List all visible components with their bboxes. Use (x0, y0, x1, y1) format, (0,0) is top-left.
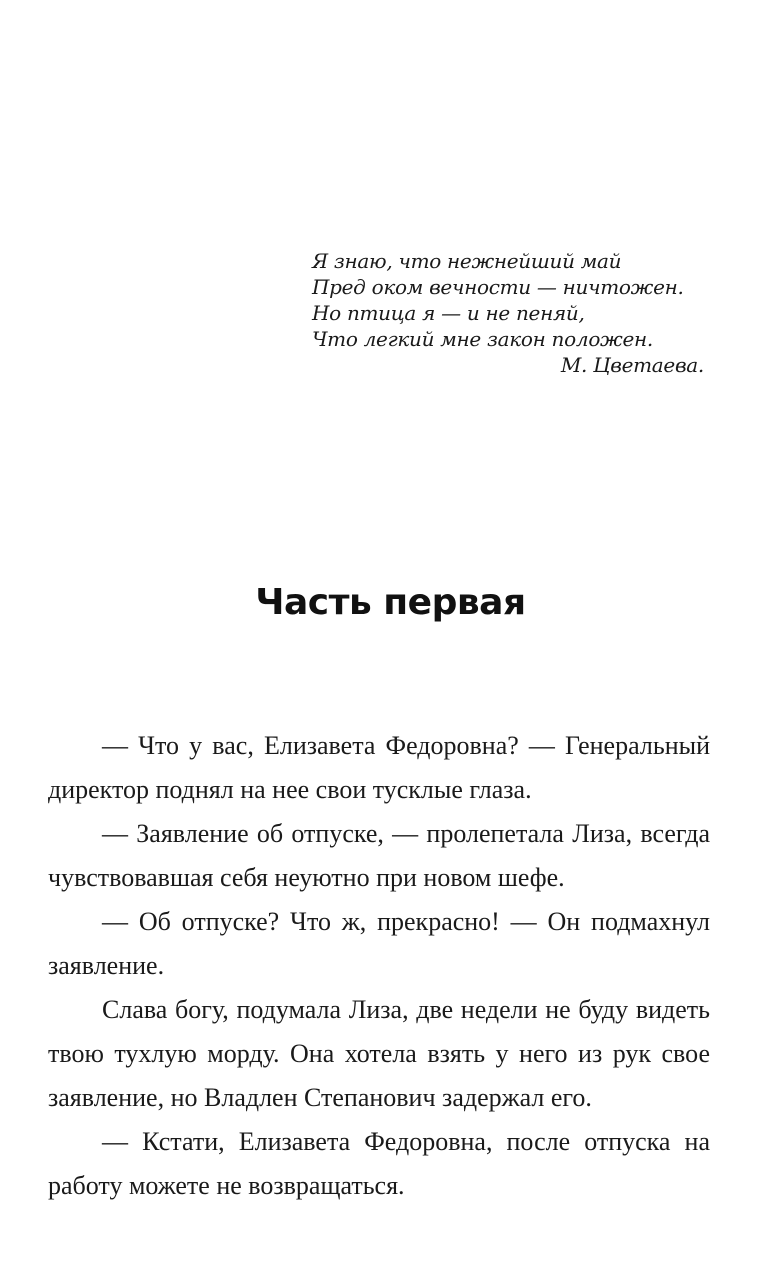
paragraph: — Что у вас, Елизавета Федоровна? — Генеральный директор поднял на нее свои тусклые глаза. (48, 731, 710, 804)
epigraph-line: Я знаю, что нежнейший май (312, 249, 622, 273)
paragraph: — Заявление об отпуске, — пролепетала Лиза, всегда чувствовавшая себя неуютно при новом шефе. (48, 819, 710, 892)
epigraph-author: М. Цветаева. (560, 353, 704, 377)
part-title: Часть первая (255, 582, 526, 623)
epigraph (312, 248, 712, 378)
body-text (48, 724, 710, 1208)
paragraph: Слава богу, подумала Лиза, две недели не буду видеть твою тухлую морду. Она хотела взять у него из рук свое заявление, но Владлен Степанович задержал его. (48, 995, 710, 1112)
paragraph: — Об отпуске? Что ж, прекрасно! — Он подмахнул заявление. (48, 907, 710, 980)
paragraph: — Кстати, Елизавета Федоровна, после отпуска на работу можете не возвращаться. (48, 1127, 710, 1200)
epigraph-line: Но птица я — и не пеняй, (312, 301, 585, 325)
epigraph-line: Что легкий мне закон положен. (312, 327, 653, 351)
epigraph-line: Пред оком вечности — ничтожен. (312, 275, 684, 299)
